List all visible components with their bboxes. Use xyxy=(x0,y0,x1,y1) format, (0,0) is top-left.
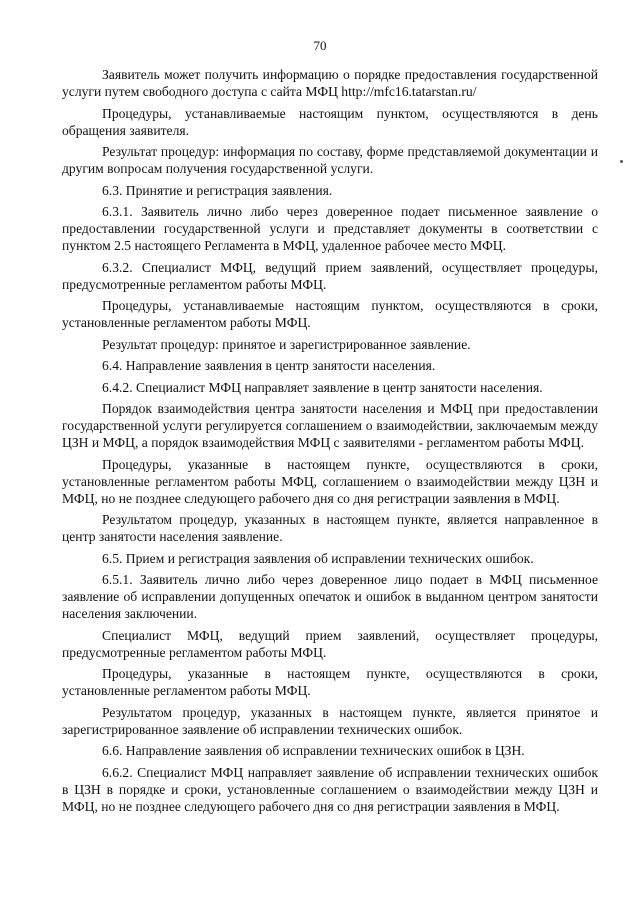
page-number: 70 xyxy=(313,38,327,53)
section-heading: 6.5. Прием и регистрация заявления об исправлении технических ошибок. xyxy=(102,550,534,566)
paragraph: Процедуры, указанные в настоящем пункте, осуществляются в сроки, установленные регламентом работы МФЦ, соглашением о взаимодействии между ЦЗН и МФЦ, но не позднее следующего рабочего дня со дня регистрации заявления в МФЦ. xyxy=(62,456,598,506)
paragraph: Результат процедур: информация по составу, форме представляемой документации и другим вопросам получения государственной услуги. xyxy=(62,144,598,176)
paragraph: 6.3.1. Заявитель лично либо через доверенное подает письменное заявление о предоставлении государственной услуги и представляет документы в соответствии с пунктом 2.5 настоящего Регламента в МФЦ, удаленное рабочее место МФЦ. xyxy=(62,204,598,253)
paragraph: 6.4.2. Специалист МФЦ направляет заявление в центр занятости населения. xyxy=(102,379,543,395)
section-heading: 6.6. Направление заявления об исправлении технических ошибок в ЦЗН. xyxy=(102,743,525,758)
paragraph: 6.6.2. Специалист МФЦ направляет заявление об исправлении технических ошибок в ЦЗН в порядке и сроки, установленные соглашением о взаимодействии между ЦЗН и МФЦ, но не позднее следующего рабочего дня со дня регистрации заявления в МФЦ. xyxy=(62,764,598,814)
paragraph: Результатом процедур, указанных в настоящем пункте, является принятое и зарегистрированное заявление об исправлении технических ошибок. xyxy=(62,704,598,737)
paragraph: Процедуры, указанные в настоящем пункте, осуществляются в сроки, установленные регламентом работы МФЦ. xyxy=(62,666,598,698)
paragraph: Заявитель может получить информацию о порядке предоставления государственной услуги путем свободного доступа с сайта МФЦ http://mfc16.tatarstan.ru/ xyxy=(62,67,598,99)
paragraph: Результатом процедур, указанных в настоящем пункте, является направленное в центр занятости населения заявление. xyxy=(62,512,598,544)
paragraph: Порядок взаимодействия центра занятости населения и МФЦ при предоставлении государственной услуги регулируется соглашением о взаимодействии, заключаемым между ЦЗН и МФЦ, а порядок взаимодействия МФЦ с заявителями - регламентом работы МФЦ. xyxy=(62,401,598,450)
paragraph: Процедуры, устанавливаемые настоящим пунктом, осуществляются в сроки, установленные регламентом работы МФЦ. xyxy=(62,298,598,330)
document-body xyxy=(62,66,598,815)
paragraph: Специалист МФЦ, ведущий прием заявлений, осуществляет процедуры, предусмотренные регламентом работы МФЦ. xyxy=(62,627,598,660)
paragraph: 6.5.1. Заявитель лично либо через доверенное лицо подает в МФЦ письменное заявление об исправлении допущенных опечаток и ошибок в выданном центром занятости населения заключении. xyxy=(62,572,598,621)
paragraph: Процедуры, устанавливаемые настоящим пунктом, осуществляются в день обращения заявителя. xyxy=(62,105,598,138)
scan-speck xyxy=(620,160,623,163)
section-heading: 6.4. Направление заявления в центр занятости населения. xyxy=(102,358,436,373)
paragraph: 6.3.2. Специалист МФЦ, ведущий прием заявлений, осуществляет процедуры, предусмотренные регламентом работы МФЦ. xyxy=(62,259,598,292)
paragraph: Результат процедур: принятое и зарегистрированное заявление. xyxy=(102,336,471,352)
section-heading: 6.3. Принятие и регистрация заявления. xyxy=(102,182,333,198)
